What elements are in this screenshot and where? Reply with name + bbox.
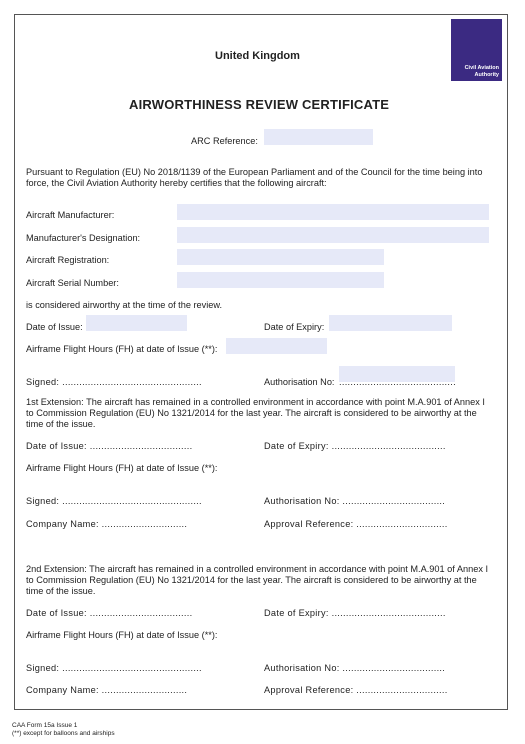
extension-1-text: 1st Extension: The aircraft has remained in a controlled environment in accordance with point M.A.901 of Annex I to Commission Regulation (EU) No 1321/2014 for the last year. The aircraft is considered to be airworthy at the time of the issue. — [26, 397, 485, 429]
manufacturer-input[interactable] — [177, 204, 489, 220]
extension-1-authorisation: Authorisation No: .................................... — [264, 496, 446, 506]
extension-2-flight-hours: Airframe Flight Hours (FH) at date of Issue (**): — [26, 630, 218, 640]
logo-text — [465, 65, 499, 78]
date-of-issue-label: Date of Issue: — [26, 322, 83, 332]
certificate-title: AIRWORTHINESS REVIEW CERTIFICATE — [129, 97, 390, 112]
registration-input[interactable] — [177, 249, 384, 265]
caa-logo — [451, 19, 502, 81]
extension-2-authorisation: Authorisation No: .................................... — [264, 663, 446, 673]
extension-1-date-of-issue: Date of Issue: .................................... — [26, 441, 193, 451]
date-of-expiry-input[interactable] — [329, 315, 452, 331]
arc-reference-label: ARC Reference: — [191, 136, 258, 146]
flight-hours-label: Airframe Flight Hours (FH) at date of Issue (**): — [26, 344, 218, 354]
extension-1-date-of-expiry: Date of Expiry: ........................................ — [264, 441, 446, 451]
date-of-expiry-label: Date of Expiry: — [264, 322, 325, 332]
serial-label: Aircraft Serial Number: — [26, 278, 119, 288]
form-id: CAA Form 15a Issue 1 — [12, 722, 78, 729]
extension-2-company: Company Name: .............................. — [26, 685, 188, 695]
registration-label: Aircraft Registration: — [26, 255, 110, 265]
designation-input[interactable] — [177, 227, 489, 243]
footer-note: (**) except for balloons and airships — [12, 730, 115, 737]
country-heading: United Kingdom — [215, 50, 300, 62]
airworthy-statement: is considered airworthy at the time of the review. — [26, 300, 223, 310]
date-of-issue-input[interactable] — [86, 315, 187, 331]
arc-reference-input[interactable] — [264, 129, 373, 145]
preamble-text: Pursuant to Regulation (EU) No 2018/1139 of the European Parliament and of the Council for the time being into force, the Civil Aviation Authority hereby certifies that the following aircraft: — [26, 167, 483, 188]
extension-2-date-of-issue: Date of Issue: .................................... — [26, 608, 193, 618]
logo-line-1: Civil Aviation — [464, 65, 499, 72]
certificate-border — [14, 14, 508, 710]
designation-label: Manufacturer's Designation: — [26, 233, 141, 243]
authorisation-dots: ......................................... — [339, 377, 456, 387]
serial-input[interactable] — [177, 272, 384, 288]
logo-line-2: Authority — [474, 71, 499, 78]
extension-2-signed: Signed: ................................................. — [26, 663, 202, 673]
signed-line: Signed: ................................................. — [26, 377, 202, 387]
authorisation-label: Authorisation No: — [264, 377, 335, 387]
manufacturer-label: Aircraft Manufacturer: — [26, 210, 115, 220]
extension-1-company: Company Name: .............................. — [26, 519, 188, 529]
extension-1-approval: Approval Reference: ................................ — [264, 519, 448, 529]
flight-hours-input[interactable] — [226, 338, 327, 354]
extension-2-approval: Approval Reference: ................................ — [264, 685, 448, 695]
extension-1-signed: Signed: ................................................. — [26, 496, 202, 506]
extension-2-date-of-expiry: Date of Expiry: ........................................ — [264, 608, 446, 618]
extension-2-text: 2nd Extension: The aircraft has remained in a controlled environment in accordance with point M.A.901 of Annex I to Commission Regulation (EU) No 1321/2014 for the last year. The aircraft is considered to be airworthy at the time of the issue. — [26, 564, 489, 596]
extension-1-flight-hours: Airframe Flight Hours (FH) at date of Issue (**): — [26, 463, 218, 473]
